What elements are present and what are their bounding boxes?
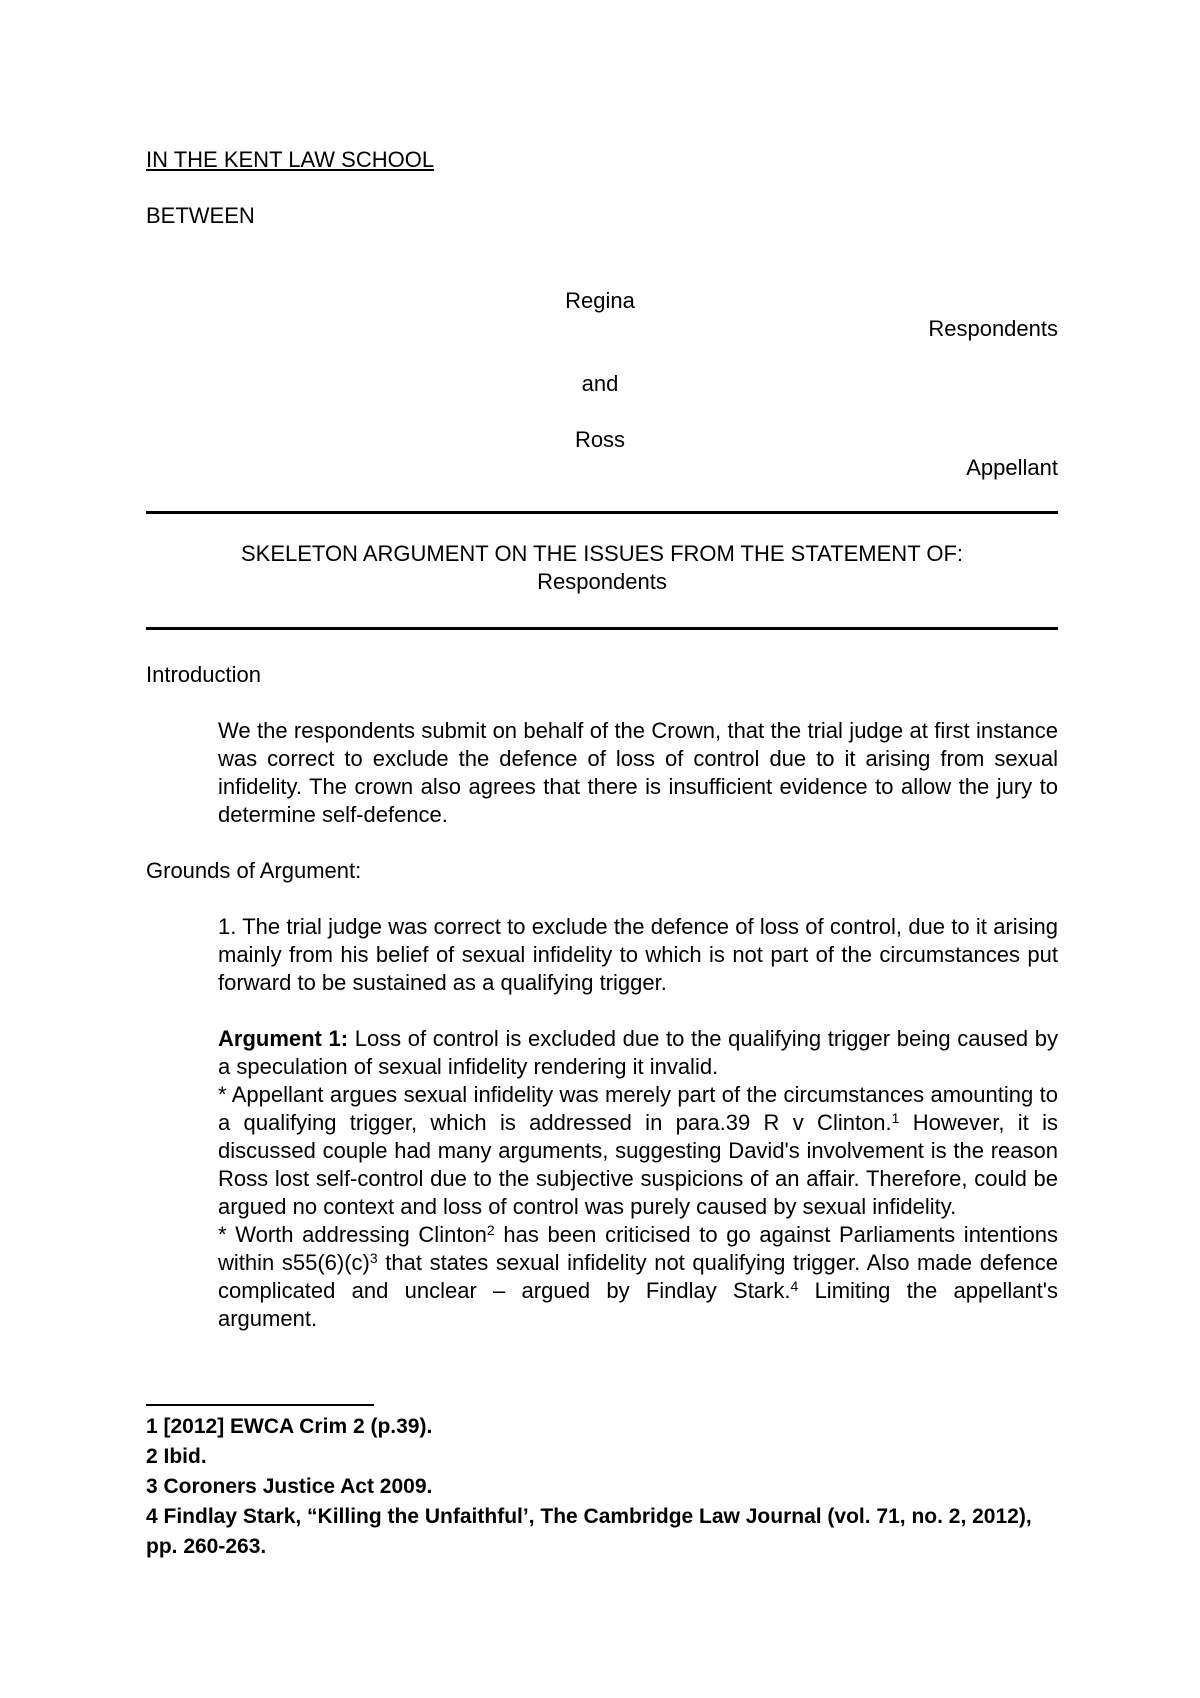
party-ross: Ross <box>574 427 626 452</box>
argument-1-lead <box>218 1025 1058 1081</box>
footnote-4: 4 Findlay Stark, “Killing the Unfaithful’, The Cambridge Law Journal (vol. 71, no. 2, 2012), pp. 260-263. <box>146 1505 1032 1558</box>
party-regina-role: Respondents <box>928 316 1058 341</box>
footnote-2: 2 Ibid. <box>146 1445 207 1468</box>
footnote-3: 3 Coroners Justice Act 2009. <box>146 1475 433 1498</box>
argument-1 <box>218 1025 1058 1333</box>
argument-1-label: Argument 1: <box>218 1026 349 1051</box>
introduction-paragraph: We the respondents submit on behalf of the Crown, that the trial judge at first instance was correct to exclude the defence of loss of control due to it arising from sexual infidelity. The crown also agrees that there is insufficient evidence to allow the jury to determine self-defence. <box>218 718 1058 827</box>
footnote-ref-3: 3 <box>369 1250 378 1266</box>
point-2-text-b: has been criticised to go against Parliaments intentions within s55(6)(c) <box>218 1222 1058 1275</box>
introduction-text <box>218 717 1058 829</box>
argument-1-lead-text: Loss of control is excluded due to the qualifying trigger being caused by a speculation of sexual infidelity rendering it invalid. <box>218 1026 1058 1079</box>
footnote-separator <box>146 1404 374 1406</box>
ground-1 <box>218 913 1058 997</box>
footnote-1: 1 [2012] EWCA Crim 2 (p.39). <box>146 1415 433 1438</box>
footnotes <box>146 1412 1058 1562</box>
court-heading: IN THE KENT LAW SCHOOL <box>146 147 435 172</box>
title-line-1: SKELETON ARGUMENT ON THE ISSUES FROM THE STATEMENT OF: <box>240 541 964 566</box>
conjunction-and: and <box>581 371 619 396</box>
grounds-heading: Grounds of Argument: <box>146 858 362 883</box>
point-1-text-a: * Appellant argues sexual infidelity was merely part of the circumstances amounting to a qualifying trigger, which is addressed in para.39 R v Clinton. <box>218 1082 1058 1135</box>
point-2-text-c: that states sexual infidelity not qualifying trigger. Also made defence complicated and unclear – argued by Findlay Stark. <box>218 1250 1058 1303</box>
point-2-text-d: Limiting the appellant's argument. <box>218 1278 1058 1331</box>
argument-1-point-2 <box>218 1221 1058 1333</box>
point-2-text-a: * Worth addressing Clinton <box>218 1222 487 1247</box>
between-label: BETWEEN <box>146 203 255 228</box>
point-1-text-b: However, it is discussed couple had many arguments, suggesting David's involvement is the reason Ross lost self-control due to the subjective suspicions of an affair. Therefore, could be argued no context and loss of control was purely caused by sexual infidelity. <box>218 1110 1058 1219</box>
bottom-divider <box>146 627 1058 630</box>
ground-1-text: 1. The trial judge was correct to exclude the defence of loss of control, due to it arising mainly from his belief of sexual infidelity to which is not part of the circumstances put forward to be sustained as a qualifying trigger. <box>218 914 1058 995</box>
footnote-ref-2: 2 <box>486 1222 495 1238</box>
party-ross-role: Appellant <box>966 455 1058 480</box>
skeleton-title <box>146 540 1058 596</box>
footnote-ref-1: 1 <box>891 1110 900 1126</box>
party-regina: Regina <box>565 288 635 313</box>
footnote-ref-4: 4 <box>790 1278 799 1294</box>
argument-1-point-1 <box>218 1081 1058 1221</box>
introduction-heading: Introduction <box>146 662 261 687</box>
top-divider <box>146 511 1058 514</box>
title-line-2: Respondents <box>537 569 667 594</box>
